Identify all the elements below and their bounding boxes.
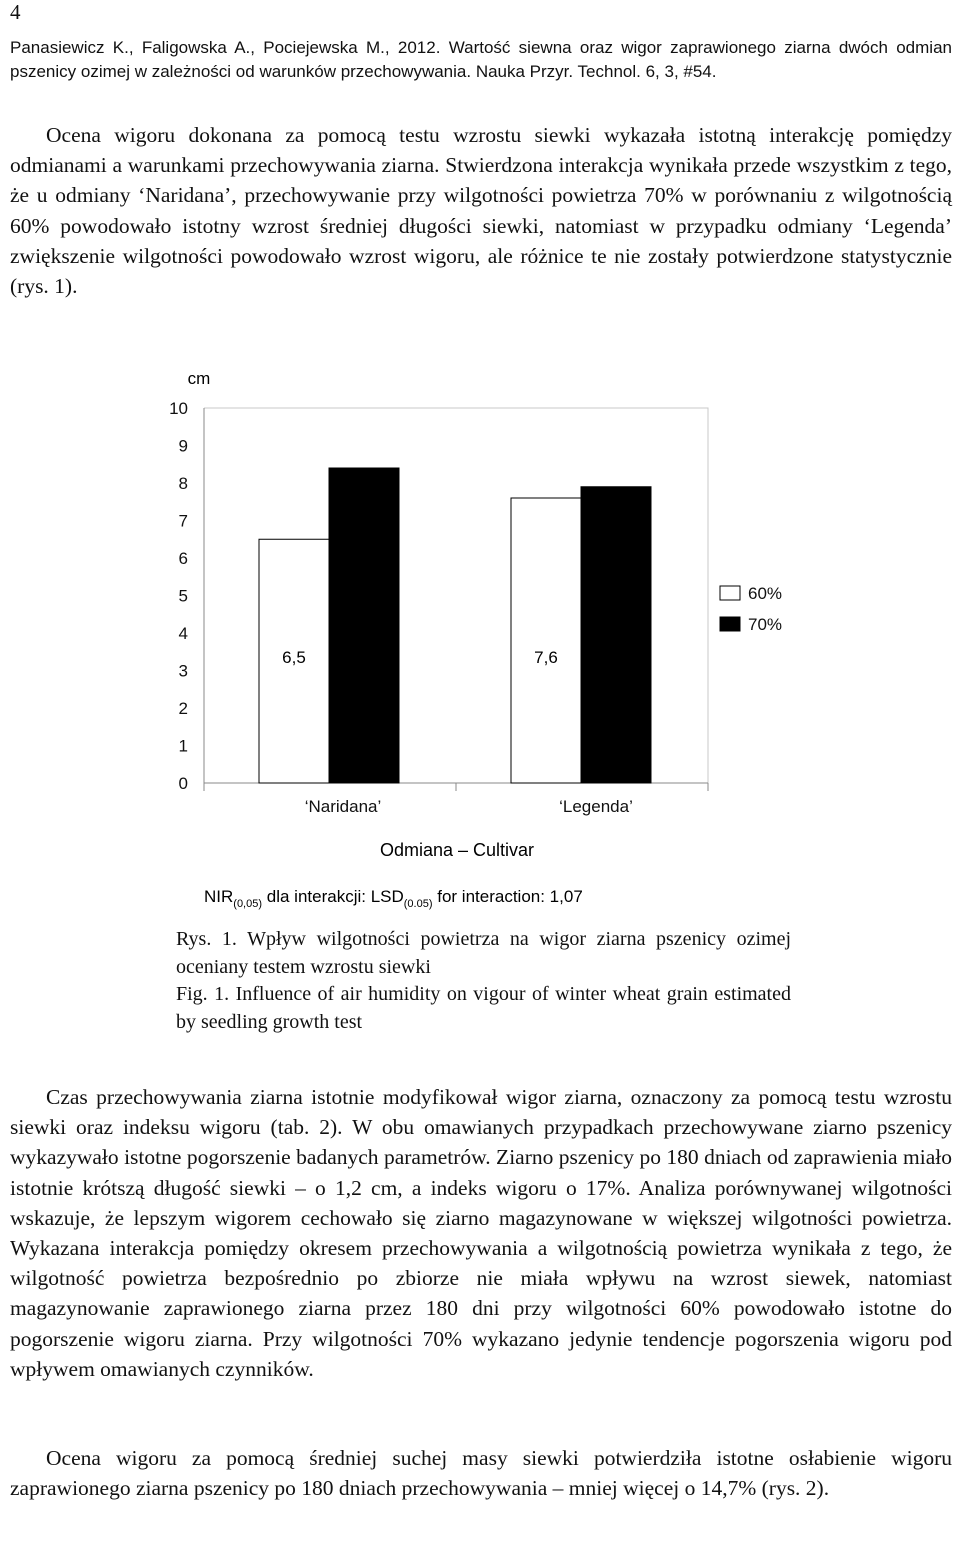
page-number: 4 [10,0,21,24]
bar-legenda-70pct [581,487,651,783]
legend-label: 60% [748,584,783,603]
y-tick-label: 6 [178,549,188,568]
y-tick-label: 4 [178,624,188,643]
bar-value-label: 6,5 [282,648,306,667]
lsd-mid: dla interakcji: LSD [262,887,404,906]
bar-chart [0,360,960,920]
y-tick-label: 0 [178,774,188,793]
lsd-note [204,887,583,910]
caption-english: Fig. 1. Influence of air humidity on vigour of winter wheat grain estimated by seedling growth test [176,983,791,1033]
lsd-prefix: NIR [204,887,234,906]
x-category-label: ‘Naridana’ [304,797,382,816]
lsd-suffix: for interaction: 1,07 [432,887,583,906]
y-tick-label: 10 [169,399,188,418]
y-tick-label: 1 [178,736,188,756]
figure-caption [176,926,791,1036]
legend-swatch [720,617,740,631]
x-axis-title: Odmiana – Cultivar [379,840,535,860]
y-tick-label: 5 [178,586,188,606]
bar-legenda-60pct [511,498,581,783]
citation: Panasiewicz K., Faligowska A., Pociejewska M., 2012. Wartość siewna oraz wigor zaprawionego ziarna dwóch odmian pszenicy ozimej w zależności od warunków przechowywania. Nauka Przyr. Technol. 6, 3, #54. [10,38,952,81]
legend-label: 70% [748,615,783,634]
paragraph-2: Czas przechowywania ziarna istotnie modyfikował wigor ziarna, oznaczony za pomocą testu wzrostu siewki oraz indeksu wigoru (tab. 2). W obu omawianych przypadkach przechowywane ziarno pszenicy wykazywało istotne pogorszenie badanych parametrów. Ziarno pszenicy po 180 dniach od zaprawienia miało istotnie krótszą długość siewki – o 1,2 cm, a indeks wigoru o 17%. Analiza porównywanej wilgotności wskazuje, że lepszym wigorem cechowało się ziarno magazynowane w większej wilgotności powietrza. Wykazana interakcja pomiędzy okresem przechowywania a wilgotnością powietrza wynikała z tego, że wilgotność powietrza bezpośrednio po zbiorze nie miała wpływu na wzrost siewek, natomiast magazynowanie zaprawionego ziarna przez 180 dni przy wilgotności 60% powodowało istotne do pogorszenie wigoru ziarna. Przy wilgotności 70% wykazano jedynie tendencje pogorszenia wigoru pod wpływem omawianych czynników. [10,1085,952,1381]
caption-polish: Rys. 1. Wpływ wilgotności powietrza na wigor ziarna pszenicy ozimej oceniany testem wzrostu siewki [176,928,791,978]
x-category-label: ‘Legenda’ [559,797,633,816]
y-axis-unit: cm [187,369,211,388]
bar-naridana-70pct [329,468,399,783]
y-tick-label: 2 [178,699,188,718]
lsd-sub1: (0,05) [233,898,263,910]
bar-value-label: 8,4 [352,648,376,667]
y-tick-label: 8 [178,474,188,493]
y-tick-label: 9 [178,436,188,456]
y-tick-label: 3 [178,661,188,681]
bar-value-label: 7,9 [604,648,628,667]
paragraph-1: Ocena wigoru dokonana za pomocą testu wzrostu siewki wykazała istotną interakcję pomiędzy odmianami a warunkami przechowywania ziarna. Stwierdzona interakcja wynikała przede wszystkim z tego, że u odmiany ‘Naridana’, przechowywanie przy wilgotności powietrza 70% w porównaniu z wilgotnością 60% powodowało istotny wzrost średniej długości siewki, natomiast w przypadku odmiany ‘Legenda’ zwiększenie wilgotności powodowało wzrost wigoru, ale różnice te nie zostały potwierdzone statystycznie (rys. 1). [10,123,952,299]
paragraph-3: Ocena wigoru za pomocą średniej suchej masy siewki potwierdziła istotne osłabienie wigoru zaprawionego ziarna pszenicy po 180 dniach przechowywania – mniej więcej o 14,7% (rys. 2). [10,1446,952,1501]
y-tick-label: 7 [178,511,188,531]
legend-swatch [720,586,740,600]
lsd-sub2: (0.05) [403,898,433,910]
bar-value-label: 7,6 [534,648,558,667]
